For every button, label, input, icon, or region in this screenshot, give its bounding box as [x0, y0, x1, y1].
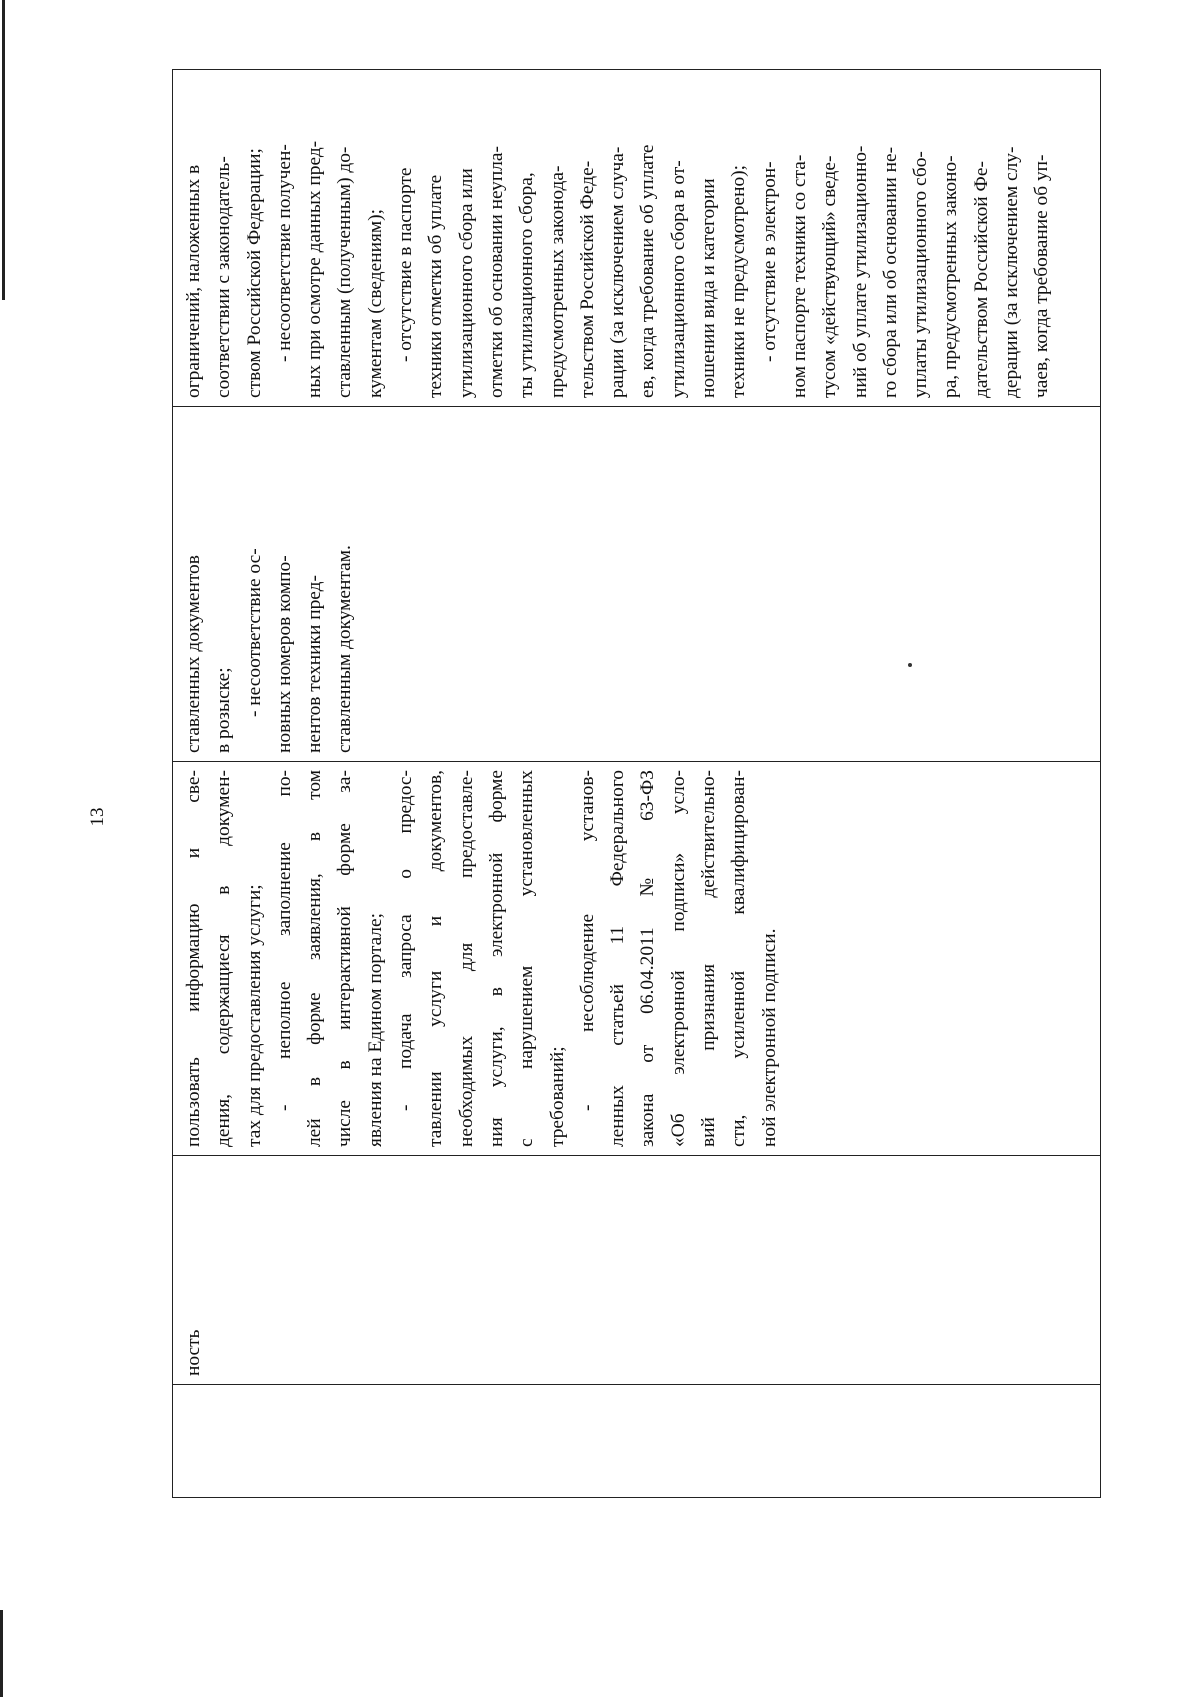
- text-line: ний об уплате утилизационно-: [849, 145, 871, 398]
- text-line: уплаты утилизационного сбо-: [910, 151, 932, 398]
- text-line: - несоответствие ос-: [243, 548, 265, 717]
- page-number: 13: [87, 807, 108, 827]
- text-line: ра, предусмотренных законо-: [940, 155, 962, 398]
- text-line: необходимых для предоставле-: [455, 770, 477, 1147]
- cell-reasons-refusal: [173, 70, 1101, 407]
- text-line: числе в интерактивной форме за-: [334, 770, 356, 1147]
- text-line: ством Российской Федерации;: [243, 148, 265, 398]
- cell-number: [173, 1385, 1101, 1498]
- text-line: - несоответствие получен-: [273, 144, 295, 362]
- text-line: кументам (сведениям);: [364, 209, 386, 398]
- text-line: закона от 06.04.2011 № 63-ФЗ: [637, 770, 659, 1147]
- table-row: [173, 70, 1101, 1498]
- text-line: чаев, когда требование об уп-: [1031, 154, 1053, 398]
- text-line: ставленным (полученным) до-: [334, 146, 356, 398]
- text-line: лей в форме заявления, в том: [304, 770, 326, 1147]
- text-line: ношении вида и категории: [698, 178, 720, 398]
- text-line: нентов техники пред-: [304, 575, 326, 753]
- text-line: требований;: [546, 1046, 568, 1147]
- cell-reasons-suspension: [173, 407, 1101, 762]
- text-line: новных номеров компо-: [273, 555, 295, 753]
- text-line: тусом «действующий» сведе-: [819, 155, 841, 398]
- text-line: ограничений, наложенных в: [183, 164, 204, 398]
- text-line: ставленных документов: [183, 555, 204, 753]
- cell-name: ность: [173, 1156, 1101, 1385]
- text-line: - отсутствие в паспорте: [395, 167, 417, 362]
- text-line: утилизационного сбора в от-: [667, 160, 689, 398]
- text-line: ных при осмотре данных пред-: [304, 140, 326, 398]
- text-line: ев, когда требование об уплате: [637, 144, 659, 398]
- text-line: тавлении услуги и документов,: [425, 770, 447, 1147]
- text-line: тах для предоставления услуги;: [243, 884, 265, 1147]
- text-line: «Об электронной подписи» усло-: [667, 770, 689, 1147]
- text-line: с нарушением установленных: [516, 770, 538, 1147]
- text-line: техники отметки об уплате: [425, 174, 447, 398]
- text-line: дательством Российской Фе-: [970, 161, 992, 398]
- text-line: ты утилизационного сбора,: [516, 172, 538, 398]
- document-table: [172, 69, 1101, 1498]
- text-line: - несоблюдение установ-: [576, 770, 598, 1111]
- text-line: ния услуги, в электронной форме: [485, 770, 507, 1147]
- text-line: дерации (за исключением слу-: [1001, 146, 1023, 398]
- text-line: утилизационного сбора или: [455, 168, 477, 398]
- text-line: ленных статьей 11 Федерального: [607, 770, 629, 1147]
- text-line: отметки об основании неупла-: [485, 146, 507, 398]
- text-line: тельством Российской Феде-: [576, 160, 598, 398]
- text-line: пользовать информацию и све-: [183, 770, 204, 1147]
- text-line: явления на Едином портале;: [364, 912, 386, 1147]
- text-line: - подача запроса о предос-: [395, 770, 417, 1111]
- text-line: дения, содержащиеся в докумен-: [213, 770, 235, 1147]
- rotated-table-page: [172, 70, 1101, 1498]
- text-line: - отсутствие в электрон-: [758, 161, 780, 362]
- text-line: сти, усиленной квалифицирован-: [728, 770, 750, 1147]
- scan-edge-mark: [2, 0, 5, 300]
- scan-edge-mark: [0, 1610, 3, 1697]
- text-line: вий признания действительно-: [698, 770, 720, 1147]
- text-line: ном паспорте техники со ста-: [788, 154, 810, 398]
- text-line: рации (за исключением случа-: [607, 146, 629, 398]
- cell-reasons-refusal-documents: [173, 762, 1101, 1156]
- text-line: го сбора или об основании не-: [879, 146, 901, 398]
- text-line: ной электронной подписи.: [758, 928, 780, 1147]
- text-line: техники не предусмотрено);: [728, 165, 750, 398]
- text-line: в розыске;: [213, 667, 235, 753]
- text-line: предусмотренных законода-: [546, 165, 568, 398]
- text-line: - неполное заполнение по-: [273, 770, 295, 1111]
- text-line: ставленным документам.: [334, 545, 356, 753]
- text-line: соответствии с законодатель-: [213, 156, 235, 398]
